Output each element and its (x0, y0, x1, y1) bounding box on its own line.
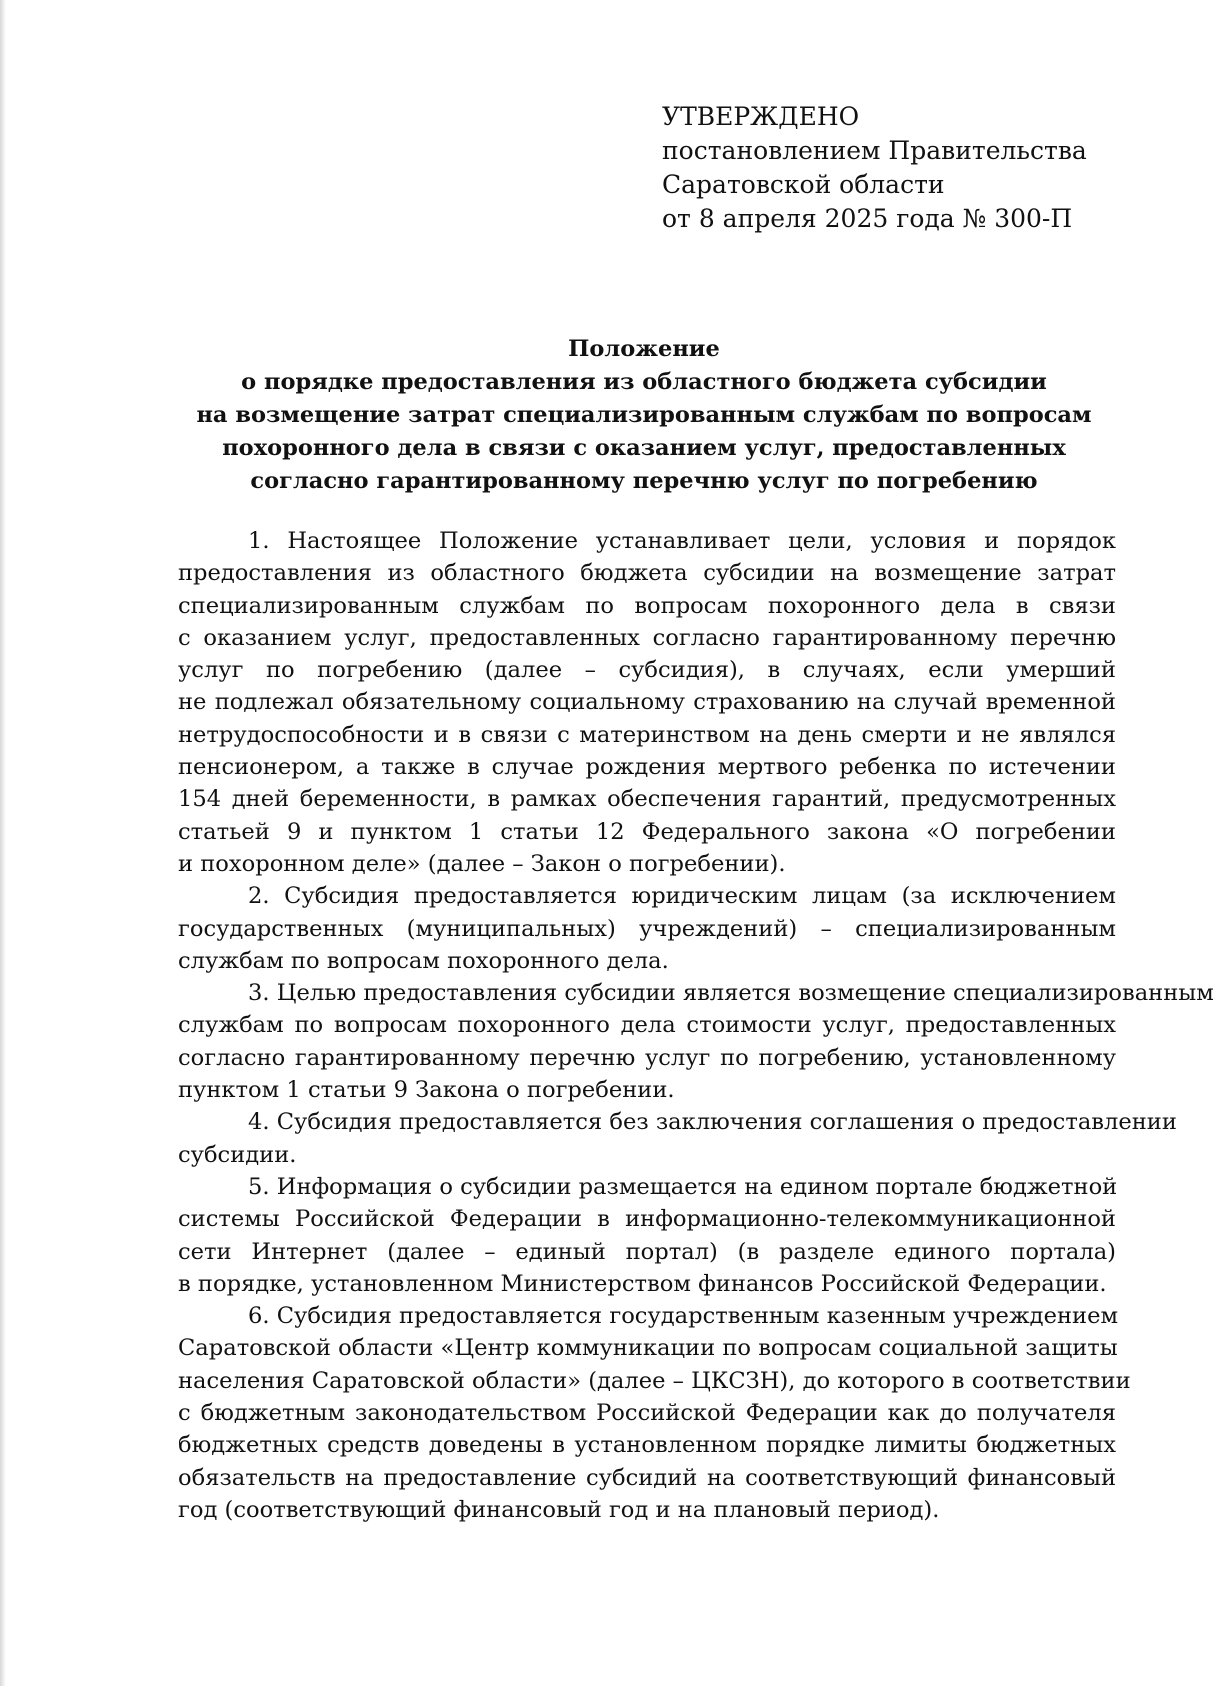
paragraph-4 (178, 1106, 1177, 1171)
text-line: сети Интернет (далее – единый портал) (в разделе единого портала) (178, 1238, 1116, 1265)
text-line: службам по вопросам похоронного дела стоимости услуг, предоставленных (178, 1012, 1116, 1039)
text-line: населения Саратовской области» (далее – ЦКСЗН), до которого в соответствии (178, 1367, 1131, 1394)
text-line: специализированным службам по вопросам похоронного дела в связи (178, 592, 1116, 619)
approval-heading: УТВЕРЖДЕНО (662, 102, 860, 131)
text-line: службам по вопросам похоронного дела. (178, 947, 669, 974)
document-body (178, 525, 1214, 1526)
text-line: с бюджетным законодательством Российской Федерации как до получателя (178, 1400, 1116, 1427)
approval-line: постановлением Правительства (662, 136, 1087, 165)
text-line: 154 дней беременности, в рамках обеспечения гарантий, предусмотренных (178, 786, 1116, 813)
text-line: обязательств на предоставление субсидий на соответствующий финансовый (178, 1464, 1116, 1491)
text-line: 2. Субсидия предоставляется юридическим лицам (за исключением (248, 883, 1116, 910)
text-line: 4. Субсидия предоставляется без заключения соглашения о предоставлении (248, 1109, 1177, 1136)
document-title (160, 333, 1128, 498)
text-line: в порядке, установленном Министерством финансов Российской Федерации. (178, 1270, 1107, 1297)
text-line: 5. Информация о субсидии размещается на едином портале бюджетной (248, 1173, 1118, 1200)
paragraph-6 (178, 1300, 1131, 1526)
text-line: 1. Настоящее Положение устанавливает цели, условия и порядок (248, 528, 1116, 554)
text-line: пунктом 1 статьи 9 Закона о погребении. (178, 1077, 675, 1104)
title-line: о порядке предоставления из областного бюджета субсидии (241, 369, 1047, 395)
text-line: не подлежал обязательному социальному страхованию на случай временной (178, 689, 1116, 716)
paragraph-3 (178, 977, 1214, 1106)
approval-stamp-block (662, 100, 1102, 236)
title-line: Положение (568, 336, 720, 362)
title-line: на возмещение затрат специализированным службам по вопросам (196, 402, 1092, 428)
text-line: согласно гарантированному перечню услуг по погребению, установленному (178, 1044, 1116, 1071)
paragraph-2 (178, 880, 1116, 977)
text-line: Саратовской области «Центр коммуникации по вопросам социальной защиты (178, 1335, 1118, 1362)
text-line: системы Российской Федерации в информационно-телекоммуникационной (178, 1206, 1116, 1233)
text-line: нетрудоспособности и в связи с материнством на день смерти и не являлся (178, 721, 1116, 748)
text-line: предоставления из областного бюджета субсидии на возмещение затрат (178, 560, 1116, 587)
title-line: похоронного дела в связи с оказанием услуг, предоставленных (222, 435, 1066, 461)
text-line: и похоронном деле» (далее – Закон о погребении). (178, 850, 786, 877)
paragraph-5 (178, 1171, 1116, 1300)
text-line: год (соответствующий финансовый год и на плановый период). (178, 1496, 940, 1523)
text-line: бюджетных средств доведены в установленном порядке лимиты бюджетных (178, 1432, 1116, 1459)
text-line: статьей 9 и пунктом 1 статьи 12 Федерального закона «О погребении (178, 818, 1116, 845)
text-line: с оказанием услуг, предоставленных согласно гарантированному перечню (178, 624, 1116, 651)
text-line: субсидии. (178, 1141, 297, 1168)
approval-line: Саратовской области (662, 170, 945, 199)
text-line: 3. Целью предоставления субсидии является возмещение специализированным (248, 980, 1214, 1007)
scan-edge (0, 0, 6, 1686)
text-line: государственных (муниципальных) учреждений) – специализированным (178, 915, 1116, 942)
text-line: услуг по погребению (далее – субсидия), в случаях, если умерший (178, 657, 1116, 684)
title-line: согласно гарантированному перечню услуг по погребению (250, 468, 1038, 494)
approval-date-line: от 8 апреля 2025 года № 300-П (662, 204, 1073, 233)
text-line: пенсионером, а также в случае рождения мертвого ребенка по истечении (178, 754, 1116, 781)
paragraph-1 (178, 525, 1116, 880)
text-line: 6. Субсидия предоставляется государственным казенным учреждением (248, 1303, 1119, 1330)
